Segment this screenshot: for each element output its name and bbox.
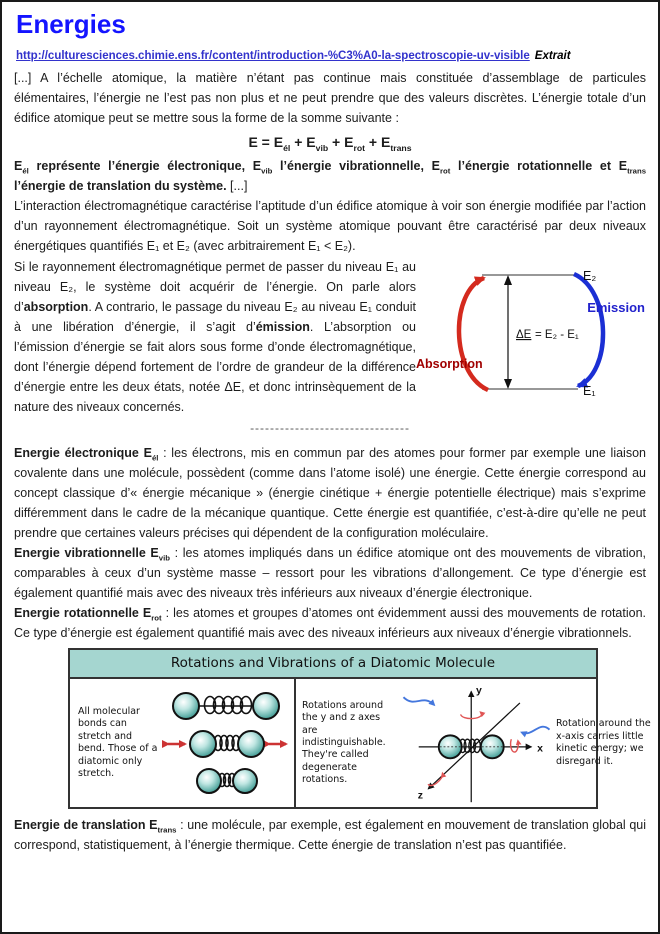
subscript-trans: trans	[627, 166, 647, 176]
figure-x-rotation-caption: Rotation around the x-axis carries little kinetic energy; we disregard it.	[556, 718, 651, 767]
arrow-up-head	[504, 275, 512, 285]
subscript-vib: vib	[315, 142, 329, 153]
figure-left-panel	[70, 679, 296, 807]
para-segment: : une molécule, par exemple, est également en mouvement de translation global qui correspond, statistiquement, à l’énergie thermique. Cette énergie de translation n’est pas quantifiée.	[14, 818, 647, 853]
absorption-emission-section	[14, 257, 646, 417]
para-segment: . A contrario, le passage du niveau E₂ au niveau E₁ conduit à une libération d’énergie, il s’agit d’	[14, 300, 416, 335]
translation-energy-paragraph	[14, 815, 646, 855]
dashed-separator: --------------------------------	[250, 421, 410, 436]
para-segment: l’énergie vibrationnelle, E	[272, 159, 440, 174]
term-lead: Energie rotationnelle E	[14, 605, 152, 620]
absorption-keyword: absorption	[23, 300, 89, 315]
figure-rotation-caption: Rotations around the y and z axes are indistinguishable. They're called degenerate rotations.	[302, 699, 386, 786]
subscript-rot: rot	[151, 613, 162, 623]
vibration-molecules-diagram	[162, 684, 292, 802]
absorption-arc	[459, 278, 488, 390]
z-axis-label: z	[417, 789, 424, 802]
energy-level-diagram	[416, 261, 646, 407]
para-segment: l’énergie rotationnelle et E	[450, 159, 628, 174]
rotational-energy-paragraph	[14, 603, 646, 643]
subscript-vib: vib	[158, 553, 170, 563]
ellipsis-marker: [...]	[230, 179, 248, 194]
e2-label: E₂	[583, 269, 597, 284]
para-segment: : les électrons, mis en commun par des atomes pour former par exemple une liaison covalente dans une molécule, possèdent (comme dans l’atome isolé) une énergie. Cette énergie correspond au concept classique d’« énergie mécanique » (énergie cinétique + énergie potentielle électrique) mais s’exprime différemment dans le cadre de la mécanique quantique. Cette énergie est quantifiée, c’est-à-dire qu’elle ne peut prendre que certaines valeurs précises qui dépendent de la configuration moléculaire.	[14, 445, 646, 540]
absorption-paragraph	[14, 257, 416, 417]
absorption-label: Absorption	[416, 357, 483, 372]
compressed-molecule	[197, 769, 257, 793]
para-segment: E	[14, 159, 23, 174]
extrait-label: Extrait	[534, 49, 571, 62]
z-rotation-arrow	[428, 774, 442, 786]
emission-keyword: émission	[255, 320, 310, 335]
vibrating-molecule	[168, 731, 286, 757]
annotation-arrow-left	[403, 697, 434, 705]
subscript-rot: rot	[353, 142, 366, 153]
x-rotation-arrow	[511, 739, 519, 752]
para-segment: : les atomes et groupes d’atomes ont évidemment aussi des mouvements de rotation. Ce type d’énergie est également quantifié mais avec des niveaux inférieurs aux niveaux d’énergie vibrationnels.	[14, 605, 646, 640]
page-title: Energies	[16, 9, 126, 39]
diatomic-molecule-figure	[68, 648, 651, 810]
term-lead: Energie de translation E	[14, 818, 158, 833]
arrow-down-head	[504, 379, 512, 389]
emission-label: Emission	[587, 300, 645, 316]
para-segment: Si le rayonnement électromagnétique permet de passer du niveau E₁ au niveau E₂, le système doit acquérir de l’énergie. On parle alors d’	[14, 260, 416, 315]
rotation-axes-diagram	[396, 680, 556, 806]
para-segment: . L’absorption ou l’émission d’énergie se fait alors sous forme d’onde électromagnétique, dont l’énergie dépend fortement de l’ordre de grandeur de la différence d’énergie entre les deux états, notée ΔE, et donc intrinsèquement de la nature des niveaux concernés.	[14, 320, 416, 415]
subscript-trans: trans	[157, 825, 177, 835]
equation-segment: + E	[365, 133, 391, 150]
figure-title: Rotations and Vibrations of a Diatomic Molecule	[70, 650, 596, 680]
intro-paragraph: [...] A l’échelle atomique, la matière n’étant pas continue mais constituée d’assemblage de particules élémentaires, l’énergie ne l’est pas non plus et ne peut prendre que des valeurs discrètes. L’énergie totale d’un édifice atomique peut se mettre sous la forme de la somme suivante :	[14, 70, 646, 125]
equation-segment: + E	[328, 133, 354, 150]
energy-terms-paragraph	[14, 156, 646, 196]
figure-body	[70, 679, 651, 807]
energy-level-diagram-wrap	[416, 257, 646, 407]
electronic-energy-paragraph	[14, 443, 646, 543]
figure-left-caption: All molecular bonds can stretch and bend. Those of a diatomic only stretch.	[78, 706, 158, 779]
stretched-molecule	[173, 693, 279, 719]
annotation-arrow-right	[522, 727, 550, 734]
subscript-trans: trans	[390, 142, 412, 153]
delta-e-label-lhs: ΔE	[516, 329, 532, 342]
para-segment: représente l’énergie électronique, E	[28, 159, 262, 174]
subscript-rot: rot	[439, 166, 451, 176]
source-link[interactable]: http://culturesciences.chimie.ens.fr/content/introduction-%C3%A0-la-spectroscopie-uv-visible	[16, 49, 530, 62]
subscript-vib: vib	[261, 166, 273, 176]
subscript-el: él	[22, 166, 29, 176]
para-segment: : les atomes impliqués dans un édifice atomique ont des mouvements de vibration, comparables à ceux d’un système masse – ressort pour les vibrations d’allongement. Ce type d’énergie est également quantifié mais avec des niveaux très inférieurs aux niveaux d’énergie électronique.	[14, 545, 646, 600]
term-lead: Energie électronique E	[14, 445, 152, 460]
term-lead: Energie vibrationnelle E	[14, 545, 159, 560]
equation-segment: E = E	[248, 133, 284, 150]
energy-sum-equation	[14, 131, 646, 153]
delta-e-label-rhs: = E₂ - E₁	[535, 329, 579, 342]
x-axis-label: x	[537, 742, 543, 755]
interaction-paragraph: L’interaction électromagnétique caractérise l’aptitude d’un édifice atomique à voir son énergie modifiée par l’action d’un rayonnement électromagnétique. Soit un système atomique pouvant être caractérisé par deux niveaux énergétiques quantifiés E₁ et E₂ (avec arbitrairement E₁ < E₂).	[14, 199, 646, 254]
e1-label: E₁	[583, 384, 596, 399]
subscript-el: él	[283, 142, 291, 153]
equation-segment: + E	[290, 133, 316, 150]
subscript-el: él	[151, 453, 159, 463]
y-axis-label: y	[476, 684, 482, 697]
source-link-row	[16, 47, 646, 65]
para-segment: l’énergie de translation du système.	[14, 179, 231, 194]
vibrational-energy-paragraph	[14, 543, 646, 603]
figure-right-panel	[296, 679, 654, 807]
